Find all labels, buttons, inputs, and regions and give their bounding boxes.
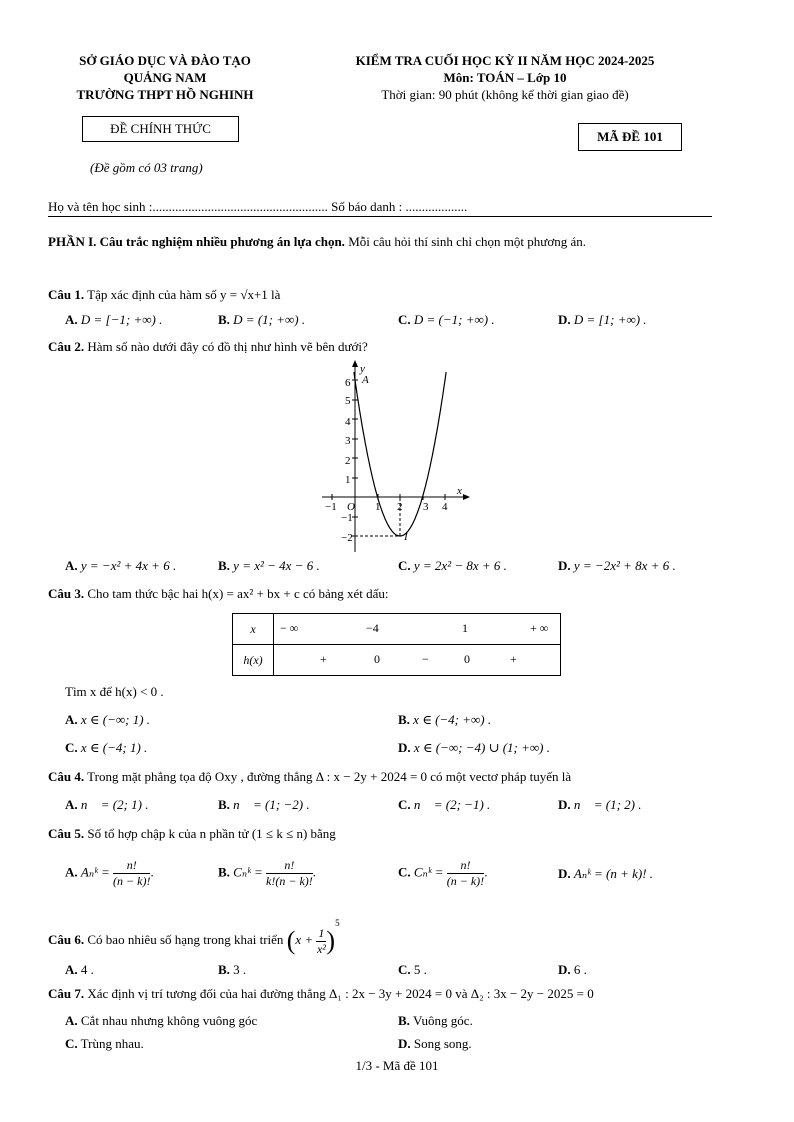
q3-ask: Tìm x để h(x) < 0 .	[65, 684, 164, 699]
x-value: 1	[462, 621, 468, 635]
x-tick-label: 1	[375, 501, 381, 513]
x-axis-label: x	[457, 485, 462, 497]
q2-option-a[interactable]: A. y = −x² + 4x + 6 .	[65, 558, 177, 573]
sign-table-head-x: x	[233, 614, 274, 645]
q1-option-d[interactable]: D. D = [1; +∞) .	[558, 312, 647, 327]
question-text: Xác định vị trí tương đối của hai đường thẳng Δ₁ : 2x − 3y + 2024 = 0 và Δ₂ : 3x − 2y − 2025 = 0	[84, 986, 594, 1001]
exam-title: KIỂM TRA CUỐI HỌC KỲ II NĂM HỌC 2024-2025	[355, 53, 655, 68]
question-label: Câu 7.	[48, 986, 85, 1001]
question-text: Cho tam thức bậc hai h(x) = ax² + bx + c có bảng xét dấu:	[84, 586, 389, 601]
question-text: Tập xác định của hàm số y = √x+1 là	[84, 287, 281, 302]
sign-value: −	[422, 652, 429, 666]
expansion-base: x +	[295, 932, 314, 947]
y-tick-label: 2	[345, 455, 351, 467]
question-5	[48, 826, 336, 842]
x-value: − ∞	[280, 621, 299, 635]
x-tick-label: 4	[442, 501, 448, 513]
school-name: TRƯỜNG THPT HỒ NGHINH	[76, 87, 254, 102]
y-axis-label: y	[360, 363, 365, 375]
q1-option-b[interactable]: B. D = (1; +∞) .	[218, 312, 306, 327]
question-label: Câu 6.	[48, 932, 85, 947]
x-value: + ∞	[530, 621, 549, 635]
parabola-graph	[0, 0, 794, 560]
question-label: Câu 5.	[48, 826, 85, 841]
sign-table	[232, 613, 561, 676]
q4-option-a[interactable]: A. n⃗ = (2; 1) .	[65, 797, 149, 812]
student-info-line: Họ và tên học sinh :...................................................... Số báo danh : ...................	[48, 199, 468, 214]
point-a-label: A	[362, 374, 369, 386]
q2-option-d[interactable]: D. y = −2x² + 8x + 6 .	[558, 558, 676, 573]
q5-option-b[interactable]: B. Cₙᵏ = $\frac{n!}{k!(n - k)!}$ .	[218, 858, 317, 888]
q3-option-d[interactable]: D. x ∈ (−∞; −4) ∪ (1; +∞) .	[398, 740, 551, 755]
x-axis-arrow	[463, 494, 470, 500]
y-axis-arrow	[352, 360, 358, 367]
question-label: Câu 2.	[48, 339, 85, 354]
q6-option-b[interactable]: B. 3 .	[218, 962, 247, 977]
q4-option-c[interactable]: C. n⃗ = (2; −1) .	[398, 797, 491, 812]
part1-title: PHẦN I. Câu trắc nghiệm nhiều phương án lựa chọn.	[48, 234, 345, 249]
q6-option-a[interactable]: A. 4 .	[65, 962, 94, 977]
q7-option-c[interactable]: C. Trùng nhau.	[65, 1036, 144, 1051]
q3-option-c[interactable]: C. x ∈ (−4; 1) .	[65, 740, 148, 755]
q1-option-a[interactable]: A. D = [−1; +∞) .	[65, 312, 163, 327]
x-tick-label: 2	[397, 501, 403, 513]
x-tick-label: −1	[325, 501, 337, 513]
question-3	[48, 586, 389, 602]
province-name: QUẢNG NAM	[123, 70, 207, 85]
q4-option-b[interactable]: B. n⃗ = (1; −2) .	[218, 797, 310, 812]
q7-option-b[interactable]: B. Vuông góc.	[398, 1013, 473, 1028]
page-footer: 1/3 - Mã đề 101	[355, 1058, 439, 1073]
origin-label: O	[347, 501, 355, 513]
sign-table-x-row	[274, 614, 561, 645]
y-tick-label: 6	[345, 377, 351, 389]
part1-note: Mỗi câu hỏi thí sinh chỉ chọn một phương án.	[344, 234, 586, 249]
sign-value: +	[320, 652, 327, 666]
question-text: Trong mặt phẳng tọa độ Oxy , đường thẳng Δ : x − 2y + 2024 = 0 có một vectơ pháp tuyến là	[84, 769, 572, 784]
y-tick-label: 4	[345, 416, 351, 428]
pages-note: (Đề gồm có 03 trang)	[90, 160, 203, 175]
y-tick-label: 1	[345, 474, 351, 486]
question-label: Câu 4.	[48, 769, 85, 784]
question-label: Câu 1.	[48, 287, 85, 302]
sign-table-head-h: h(x)	[233, 645, 274, 676]
q3-option-a[interactable]: A. x ∈ (−∞; 1) .	[65, 712, 151, 727]
q4-option-d[interactable]: D. n⃗ = (1; 2) .	[558, 797, 642, 812]
point-i-label: I	[404, 531, 408, 543]
question-label: Câu 3.	[48, 586, 85, 601]
exam-code: MÃ ĐỀ 101	[597, 129, 663, 144]
question-4	[48, 769, 571, 785]
y-tick-label: −2	[341, 532, 353, 544]
q5-option-c[interactable]: C. Cₙᵏ = $\frac{n!}{(n - k)!}$ .	[398, 858, 488, 888]
question-text: Hàm số nào dưới đây có đồ thị như hình vẽ bên dưới?	[84, 339, 368, 354]
sign-value: 0	[374, 652, 380, 666]
sign-value: +	[510, 652, 517, 666]
y-tick-label: −1	[341, 512, 353, 524]
sign-table-h-row	[274, 645, 561, 676]
q1-option-c[interactable]: C. D = (−1; +∞) .	[398, 312, 495, 327]
exam-subject: Môn: TOÁN – Lớp 10	[443, 70, 567, 85]
x-tick-label: 3	[423, 501, 429, 513]
question-text: Số tổ hợp chập k của n phần tử (1 ≤ k ≤ n) bằng	[84, 826, 336, 841]
department-name: SỞ GIÁO DỤC VÀ ĐÀO TẠO	[79, 53, 251, 68]
y-tick-label: 5	[345, 395, 351, 407]
q6-option-c[interactable]: C. 5 .	[398, 962, 427, 977]
x-value: −4	[366, 621, 379, 635]
y-tick-label: 3	[345, 435, 351, 447]
question-text: Có bao nhiêu số hạng trong khai triển	[84, 932, 284, 947]
expansion-power: 5	[335, 918, 340, 928]
q5-option-d[interactable]: D. Aₙᵏ = (n + k)! .	[558, 866, 654, 881]
q3-option-b[interactable]: B. x ∈ (−4; +∞) .	[398, 712, 492, 727]
question-6: Câu 6. Có bao nhiêu số hạng trong khai triển (x + $\frac{1}{\text{x²}}$ )$^5$	[48, 918, 340, 956]
q7-option-a[interactable]: A. Cắt nhau nhưng không vuông góc	[65, 1013, 258, 1028]
official-label: ĐỀ CHÍNH THỨC	[110, 121, 211, 136]
q5-option-a[interactable]: A. Aₙᵏ = $\frac{n!}{(n - k)!}$ .	[65, 858, 154, 888]
q2-option-c[interactable]: C. y = 2x² − 8x + 6 .	[398, 558, 507, 573]
exam-duration: Thời gian: 90 phút (không kể thời gian giao đề)	[381, 87, 629, 102]
q7-option-d[interactable]: D. Song song.	[398, 1036, 472, 1051]
sign-value: 0	[464, 652, 470, 666]
question-7	[48, 986, 594, 1002]
q6-option-d[interactable]: D. 6 .	[558, 962, 587, 977]
q2-option-b[interactable]: B. y = x² − 4x − 6 .	[218, 558, 320, 573]
